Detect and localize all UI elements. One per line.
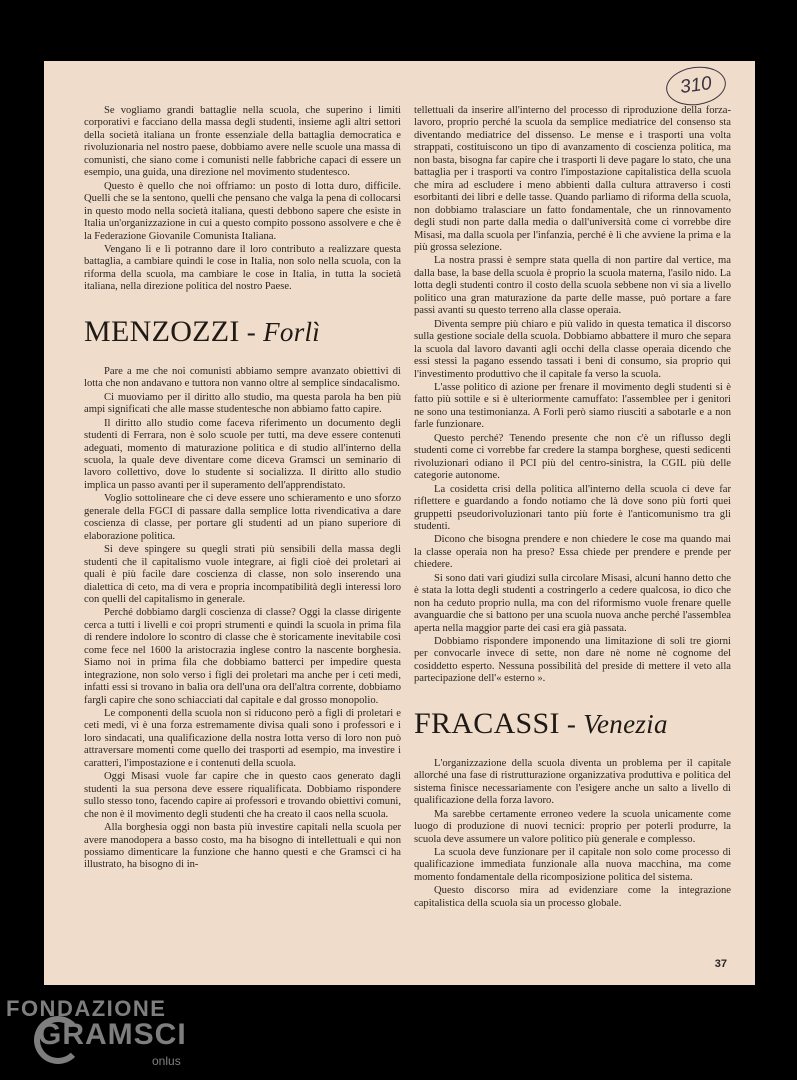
intro-paragraph-1: Se vogliamo grandi battaglie nella scuola, che superino i limiti corporativi e facciano della massa degli studenti, insieme agli altri settori della società italiana un fronte essenziale della battaglia democratica e rivoluzionaria nel nostro paese, dobbiamo avere nelle scuole una massa di comunisti, che siano come i comunisti nelle fabbriche capaci di essere un esempio, una guida, una direzione nel movimento studentesco.	[84, 105, 401, 179]
body-paragraph: L'organizzazione della scuola diventa un problema per il capitale allorché una fase di ristrutturazione organizzativa produttiva e politica del sistema finisce necessariamente con l'esigere anche un salto a livello di qualificazione della forza lavoro.	[414, 757, 731, 807]
intro-paragraph-3: Vengano lì e lì potranno dare il loro contributo a realizzare questa battaglia, a cambiare quindi le cose in Italia, non solo nella scuola, con la riforma della scuola, ma cambiare le cose in Italia, in tutta la società italiana, nella direzione politica del nostro Paese.	[84, 243, 401, 293]
body-paragraph: L'asse politico di azione per frenare il movimento degli studenti si è fatto più sottile e si è ulteriormente camuffato: l'assemblee per i genitori ne sono una testimonianza. A Forlì però siamo riusciti a sabotarle e a non farle funzionare.	[414, 381, 731, 431]
body-paragraph: Pare a me che noi comunisti abbiamo sempre avanzato obiettivi di lotta che non andavano e tuttora non vanno oltre al semplice sindacalismo.	[84, 365, 401, 390]
body-paragraph: La cosidetta crisi della politica all'interno della scuola ci deve far riflettere e guardando a fondo notiamo che là dove sono più forti quei gruppetti pseudorivoluzionari tanto più forte è l'anticomunismo tra gli studenti.	[414, 483, 731, 532]
speaker-city: Venezia	[583, 708, 668, 739]
body-paragraph: Alla borghesia oggi non basta più investire capitali nella scuola per avere manodopera a basso costo, ma ha bisogno di intellettuali e qui non possiamo dimenticare la funzione che hanno questi e che Gramsci ci ha illustrato, ha bisogno di in-	[84, 822, 401, 871]
body-paragraph: Questo perché? Tenendo presente che non c'è un riflusso degli studenti come ci vorrebbe far credere la stampa borghese, questi sedicenti rivoluzionari odiano il PCI più del centro-sinistra, la CGIL più delle categorie autonome.	[414, 432, 731, 482]
body-paragraph: Le componenti della scuola non si riducono però a figli di proletari e ceti medi, vi è una forza estremamente divisa quali sono i professori e i loro sindacati, una qualificazione della nostra lotta verso di loro non può attraversare momenti come quello dei trasporti ad esempio, ma investire i caratteri, l'impostazione e i contenuti della scuola.	[84, 708, 401, 769]
heading-separator: -	[239, 316, 264, 347]
scanned-page	[44, 61, 755, 985]
body-paragraph: Si deve spingere su quegli strati più sensibili della massa degli studenti che il capitalismo vuole integrare, ai figli cioè dei proletari ai quali è più facile dare coscienza di classe, non solo inserendo una dialettica di ceto, ma di vera e propria incompatibilità degli interessi loro con quelli del capitalismo in generale.	[84, 544, 401, 605]
watermark-line-2: GRAMSCI	[38, 1018, 187, 1051]
speaker-name: MENZOZZI	[84, 314, 240, 348]
watermark-line-1: FONDAZIONE	[6, 996, 167, 1021]
body-paragraph: Diventa sempre più chiaro e più valido in questa tematica il discorso sulla gestione sociale della scuola. Dobbiamo abbattere il muro che separa la scuola dal lavoro davanti agli occhi della classe operaia dicendo che essi stessi la pagano essendo tassati i beni di consumo, sia proprio qui l'investimento produttivo che il capitale fa verso la scuola.	[414, 318, 731, 380]
intro-paragraph-2: Questo è quello che noi offriamo: un posto di lotta duro, difficile. Quelli che se la sentono, quelli che pensano che valga la pena di collocarsi in questo modo nella società italiana, questi debbono sapere che esiste in Italia un'organizzazione in cui a questo compito possono assolvere e che è la Federazione Giovanile Comunista Italiana.	[84, 180, 401, 242]
body-paragraph: La scuola deve funzionare per il capitale non solo come processo di qualificazione immediata funzionale alla nuova macchina, ma come momento fondamentale della ricomposizione politica del sistema.	[414, 847, 731, 883]
body-paragraph: Ci muoviamo per il diritto allo studio, ma questa parola ha ben più ampi significati che alle masse studentesche non abbiamo fatto capire.	[84, 391, 401, 416]
archive-number-stamp: 310	[664, 63, 729, 109]
body-paragraph: Ma sarebbe certamente erroneo vedere la scuola unicamente come luogo di produzione di nuovi tecnici: proprio per poterli produrre, la scuola deve assumere un valore politico più generale e complesso.	[414, 808, 731, 845]
heading-separator: -	[559, 708, 584, 739]
watermark-line-3: onlus	[152, 1054, 181, 1068]
body-paragraph: Perché dobbiamo dargli coscienza di classe? Oggi la classe dirigente cerca a tutti i livelli e coi propri strumenti e quindi la scuola in prima fila di rendere indolore lo scontro di classe che è storicamente inevitabile così come fece nel 1600 la aristocrazia inglese contro la nascente borghesia. Siamo noi in prima fila che dobbiamo batterci per impedire questa integrazione, non solo verso i figli dei proletari ma anche per i ceti medi, infatti essi si trovano in balìa ora dell'una ora dell'altra corrente, dobbiamo fargli capire che sono schiacciati dal capitale e dal grosso monopolio.	[84, 607, 401, 706]
section-heading-fracassi	[414, 707, 731, 741]
body-paragraph: Dobbiamo rispondere imponendo una limitazione di soli tre giorni per convocarle invece di sette, non dare nè nome nè cognome del cosiddetto esperto. Nessuna possibilità del preside di mettere il veto alla partecipazione dell'« esterno ».	[414, 636, 731, 685]
left-column	[84, 105, 401, 873]
speaker-city: Forlì	[263, 316, 321, 347]
body-paragraph: tellettuali da inserire all'interno del processo di riproduzione della forza-lavoro, proprio perché la scuola da semplice mediatrice del consenso sta diventando mediatrice del dissenso. Le mense e i trasporti una volta strappati, costituiscono un tipo di avanzamento di coscienza politica, ma non basta, bisogna far capire che i trasporti li deve pagare lo stato, che una battaglia per i trasporti va contro l'impostazione capitalistica della scuola che mira ad escludere i meno abbienti dalla cultura attraverso i costi esorbitanti dei libri e delle tasse. Quando parliamo di riforma della scuola, non dobbiamo tralasciare un fatto fondamentale, che un rinnovamento degli studi non parte dalla media o dall'università come ci vorrebbe dire Misasi, ma dalla scuola per l'infanzia, perché è lì che avviene la prima e la più grossa selezione.	[414, 105, 731, 253]
fondazione-gramsci-watermark	[6, 996, 187, 1068]
speaker-name: FRACASSI	[414, 706, 560, 740]
body-paragraph: La nostra prassi è sempre stata quella di non partire dal vertice, ma dalla base, la base della scuola è proprio la scuola materna, l'asilo nido. La lotta degli studenti contro il costo della scuola sebbene non vi sia a livello politico una gran maturazione da parte delle masse, può portare a fare passi avanti su questo terreno alla classe operaia.	[414, 255, 731, 317]
right-column	[414, 105, 731, 911]
body-paragraph: Si sono dati vari giudizi sulla circolare Misasi, alcuni hanno detto che è stata la lotta degli studenti a costringerlo a cedere qualcosa, io dico che non ha ceduto proprio nulla, ma con del riformismo vuole frenare quelle avanguardie che si battono per una scuola nuova anche perché l'assemblea aperta nella maggior parte dei casi era già passata.	[414, 572, 731, 634]
body-paragraph: Voglio sottolineare che ci deve essere uno schieramento e uno sforzo generale della FGCI di passare dalla semplice lotta rivendicativa a dare coscienza di classe, per portare gli studenti ad un piano superiore di elaborazione politica.	[84, 493, 401, 542]
page-number: 37	[714, 958, 727, 970]
body-paragraph: Oggi Misasi vuole far capire che in questo caos generato dagli studenti la sua persona deve essere riqualificata. Dobbiamo rispondere sullo stesso tono, facendo capire ai professori e trovando obiettivi comuni, che non è il movimento degli studenti che ha creato il caos nella scuola.	[84, 771, 401, 820]
body-paragraph: Il diritto allo studio come faceva riferimento un documento degli studenti di Ferrara, non è solo scuole per tutti, ma deve essere contenuti adeguati, momento di maturazione politica e di studio all'interno della scuola, la quale deve diventare come diceva Gramsci un seminario di lavoro collettivo, dove lo studente si socializza. Il diritto allo studio implica un passo avanti per il superamento dell'apprendistato.	[84, 417, 401, 491]
body-paragraph: Dicono che bisogna prendere e non chiedere le cose ma quando mai la classe operaia non ha preso? Essa chiede per prendere e prende per chiedere.	[414, 534, 731, 571]
body-paragraph: Questo discorso mira ad evidenziare come la integrazione capitalistica della scuola sia un processo globale.	[414, 885, 731, 909]
section-heading-menzozzi	[84, 315, 401, 349]
